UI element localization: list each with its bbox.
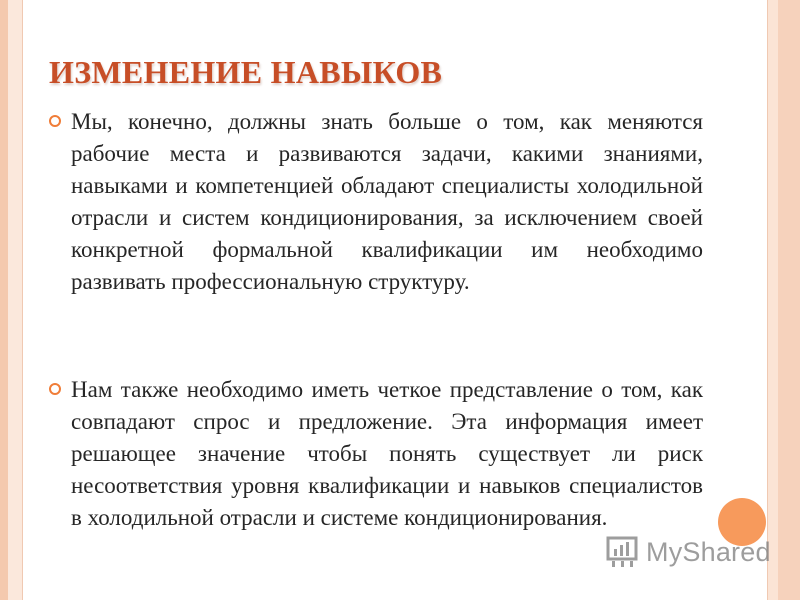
- slide-title: ИЗМЕНЕНИЕ НАВЫКОВ: [49, 54, 443, 90]
- paragraph-2: Нам также необходимо иметь четкое представление о том, как совпадают спрос и предложение. Эта информация имеет решающее значение чтобы понять существует ли риск несоответствия уровня квалификации и навыков специалистов в холодильной отрасли и системе кондиционирования.: [71, 377, 703, 530]
- watermark-text: MyShared: [646, 536, 771, 567]
- right-border-stripe: [778, 0, 800, 600]
- myshared-logo-icon: [606, 536, 640, 568]
- bullet-circle-icon: [49, 115, 61, 127]
- left-border-stripe: [0, 0, 8, 600]
- paragraph-1: Мы, конечно, должны знать больше о том, как меняются рабочие места и развиваются задачи, какими знаниями, навыками и компетенцией обладают специалисты холодильной отрасли и систем кондиционирования, за исключением своей конкретной формальной квалификации им необходимо развивать профессиональную структуру.: [71, 109, 703, 294]
- slide-canvas: [22, 0, 768, 600]
- left-border-stripe-inner: [8, 0, 22, 600]
- bullet-circle-icon: [49, 383, 61, 395]
- myshared-watermark: [606, 534, 771, 570]
